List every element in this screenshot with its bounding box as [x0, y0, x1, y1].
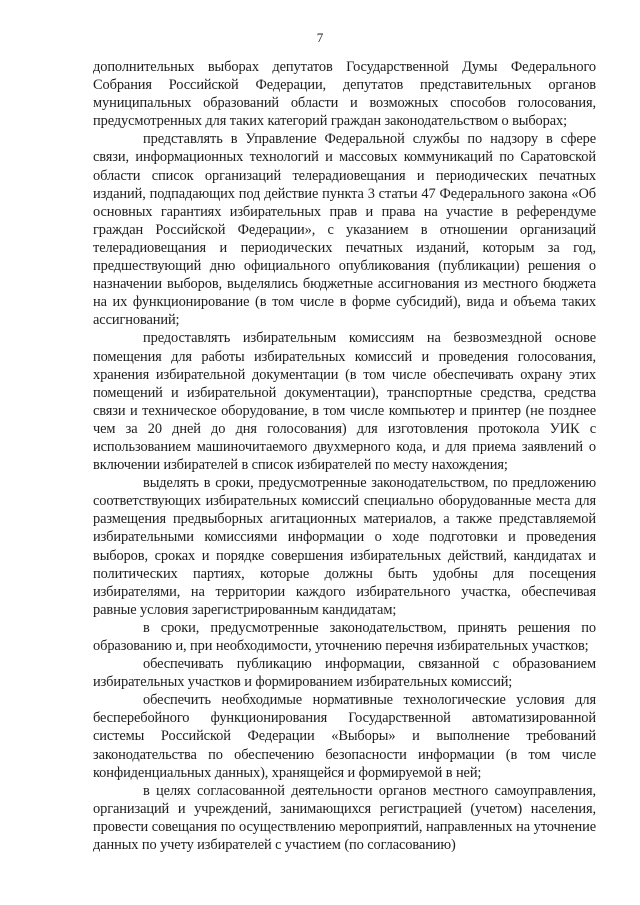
paragraph-2: представлять в Управление Федеральной службы по надзору в сфере связи, информационных технологий и массовых коммуникаций по Саратовской области список организаций телерадиовещания и периодических печатных изданий, подпадающих под действие пункта 3 статьи 47 Федерального закона «Об основных гарантиях избирательных прав и права на участие в референдуме граждан Российской Федерации», с указанием в отношении организаций телерадиовещания и периодических печатных изданий, которым за год, предшествующий дню официального опубликования (публикации) решения о назначении выборов, выделялись бюджетные ассигнования из местного бюджета на их функционирование (в том числе в форме субсидий), вида и объема таких ассигнований;	[93, 131, 596, 329]
page-number: 7	[316, 30, 324, 45]
paragraph-1: дополнительных выборах депутатов Государственной Думы Федерального Собрания Российской Федерации, депутатов представительных органов муниципальных образований области и возможных способов голосования, предусмотренных для таких категорий граждан законодательством о выборах;	[93, 59, 596, 130]
paragraph-6: обеспечивать публикацию информации, связанной с образованием избирательных участков и формированием избирательных комиссий;	[93, 656, 596, 691]
paragraph-7: обеспечить необходимые нормативные технологические условия для бесперебойного функционирования Государственной автоматизированной системы Российской Федерации «Выборы» и выполнение требований законодательства по обеспечению безопасности информации (в том числе конфиденциальных данных), хранящейся и формируемой в ней;	[93, 692, 596, 781]
paragraph-8: в целях согласованной деятельности органов местного самоуправления, организаций и учреждений, занимающихся регистрацией (учетом) населения, провести совещания по осуществлению мероприятий, направленных на уточнение данных по учету избирателей с участием (по согласованию)	[93, 782, 596, 854]
document-body	[93, 58, 596, 854]
paragraph-3: предоставлять избирательным комиссиям на безвозмездной основе помещения для работы избирательных комиссий и проведения голосования, хранения избирательной документации (в том числе обеспечивать охрану этих помещений и избирательной документации), транспортные средства, средства связи и техническое оборудование, в том числе компьютер и принтер (не позднее чем за 20 дней до дня голосования) для изготовления протокола УИК с использованием машиночитаемого двухмерного кода, и для приема заявлений о включении избирателей в список избирателей по месту нахождения;	[93, 330, 596, 474]
paragraph-4: выделять в сроки, предусмотренные законодательством, по предложению соответствующих избирательных комиссий специально оборудованные места для размещения предвыборных агитационных материалов, а также представляемой избирательными комиссиями информации о ходе подготовки и проведения выборов, сроках и порядке совершения избирательных действий, кандидатах и политических партиях, которые должны быть удобны для посещения избирателями, на территории каждого избирательного участка, обеспечивая равные условия зарегистрированным кандидатам;	[93, 475, 596, 618]
paragraph-5: в сроки, предусмотренные законодательством, принять решения по образованию и, при необходимости, уточнению перечня избирательных участков;	[93, 619, 596, 654]
